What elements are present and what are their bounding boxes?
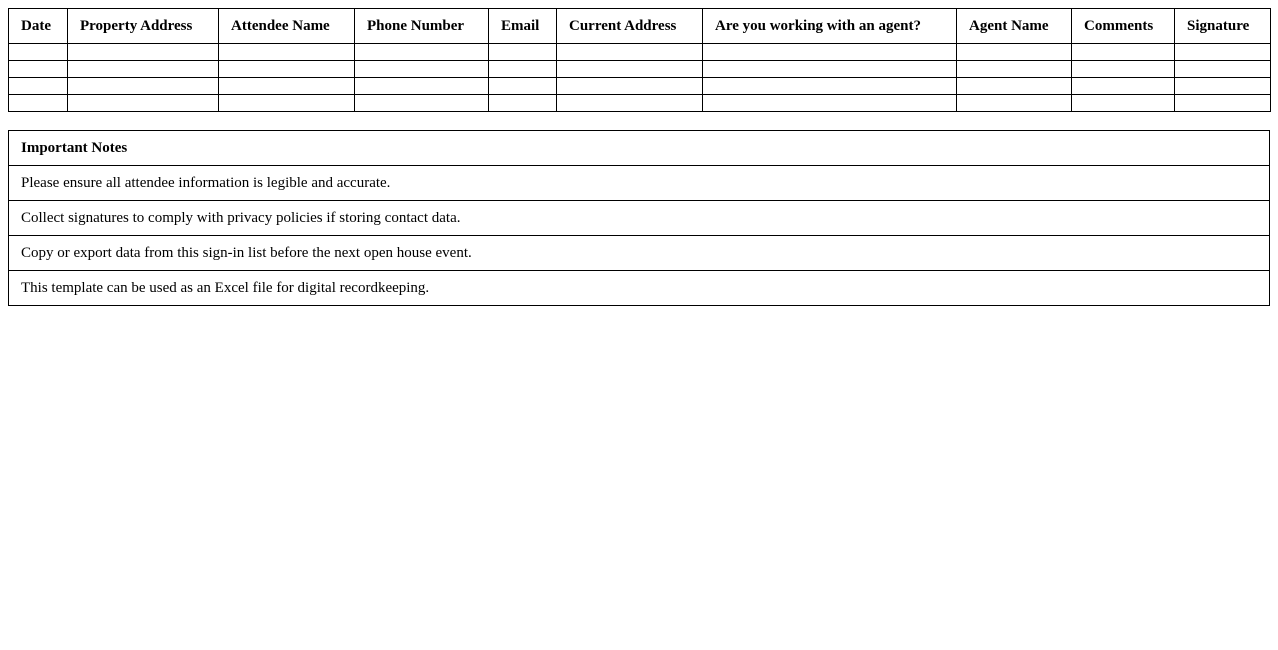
column-header-working-with-agent: Are you working with an agent?: [703, 9, 957, 44]
table-cell[interactable]: [557, 95, 703, 112]
column-header-current-address: Current Address: [557, 9, 703, 44]
table-cell[interactable]: [1175, 95, 1271, 112]
list-item: [9, 166, 1270, 201]
table-cell[interactable]: [1072, 44, 1175, 61]
column-header-comments: Comments: [1072, 9, 1175, 44]
table-cell[interactable]: [703, 44, 957, 61]
table-cell[interactable]: [1175, 78, 1271, 95]
notes-title: Important Notes: [9, 131, 1270, 166]
column-header-signature: Signature: [1175, 9, 1271, 44]
table-cell[interactable]: [68, 95, 219, 112]
table-cell[interactable]: [557, 78, 703, 95]
table-cell[interactable]: [9, 78, 68, 95]
table-cell[interactable]: [1175, 44, 1271, 61]
column-header-phone-number: Phone Number: [355, 9, 489, 44]
table-cell[interactable]: [489, 78, 557, 95]
table-cell[interactable]: [489, 61, 557, 78]
notes-header-row: [9, 131, 1270, 166]
table-cell[interactable]: [1072, 95, 1175, 112]
table-cell[interactable]: [355, 95, 489, 112]
table-cell[interactable]: [219, 78, 355, 95]
list-item: [9, 236, 1270, 271]
page-content: [8, 8, 1270, 306]
table-cell[interactable]: [219, 61, 355, 78]
table-cell[interactable]: [957, 78, 1072, 95]
table-cell[interactable]: [9, 44, 68, 61]
table-cell[interactable]: [1072, 61, 1175, 78]
table-cell[interactable]: [68, 61, 219, 78]
list-item: [9, 271, 1270, 306]
table-cell[interactable]: [703, 95, 957, 112]
table-cell[interactable]: [219, 44, 355, 61]
table-row: [9, 95, 1271, 112]
table-cell[interactable]: [355, 61, 489, 78]
list-item: [9, 201, 1270, 236]
header-row: [9, 9, 1271, 44]
table-cell[interactable]: [68, 78, 219, 95]
sign-in-table: [8, 8, 1271, 112]
note-text: Please ensure all attendee information is legible and accurate.: [9, 166, 1270, 201]
column-header-attendee-name: Attendee Name: [219, 9, 355, 44]
table-cell[interactable]: [219, 95, 355, 112]
note-text: This template can be used as an Excel file for digital recordkeeping.: [9, 271, 1270, 306]
column-header-date: Date: [9, 9, 68, 44]
table-cell[interactable]: [703, 78, 957, 95]
table-cell[interactable]: [557, 44, 703, 61]
column-header-property-address: Property Address: [68, 9, 219, 44]
table-cell[interactable]: [557, 61, 703, 78]
table-cell[interactable]: [957, 44, 1072, 61]
table-cell[interactable]: [9, 61, 68, 78]
table-cell[interactable]: [703, 61, 957, 78]
table-cell[interactable]: [355, 44, 489, 61]
table-cell[interactable]: [957, 95, 1072, 112]
table-cell[interactable]: [9, 95, 68, 112]
table-cell[interactable]: [489, 44, 557, 61]
table-cell[interactable]: [355, 78, 489, 95]
table-cell[interactable]: [68, 44, 219, 61]
column-header-email: Email: [489, 9, 557, 44]
table-cell[interactable]: [1175, 61, 1271, 78]
column-header-agent-name: Agent Name: [957, 9, 1072, 44]
table-cell[interactable]: [1072, 78, 1175, 95]
important-notes-table: [8, 130, 1270, 306]
table-cell[interactable]: [489, 95, 557, 112]
table-row: [9, 61, 1271, 78]
table-row: [9, 44, 1271, 61]
note-text: Copy or export data from this sign-in list before the next open house event.: [9, 236, 1270, 271]
table-cell[interactable]: [957, 61, 1072, 78]
table-row: [9, 78, 1271, 95]
note-text: Collect signatures to comply with privacy policies if storing contact data.: [9, 201, 1270, 236]
